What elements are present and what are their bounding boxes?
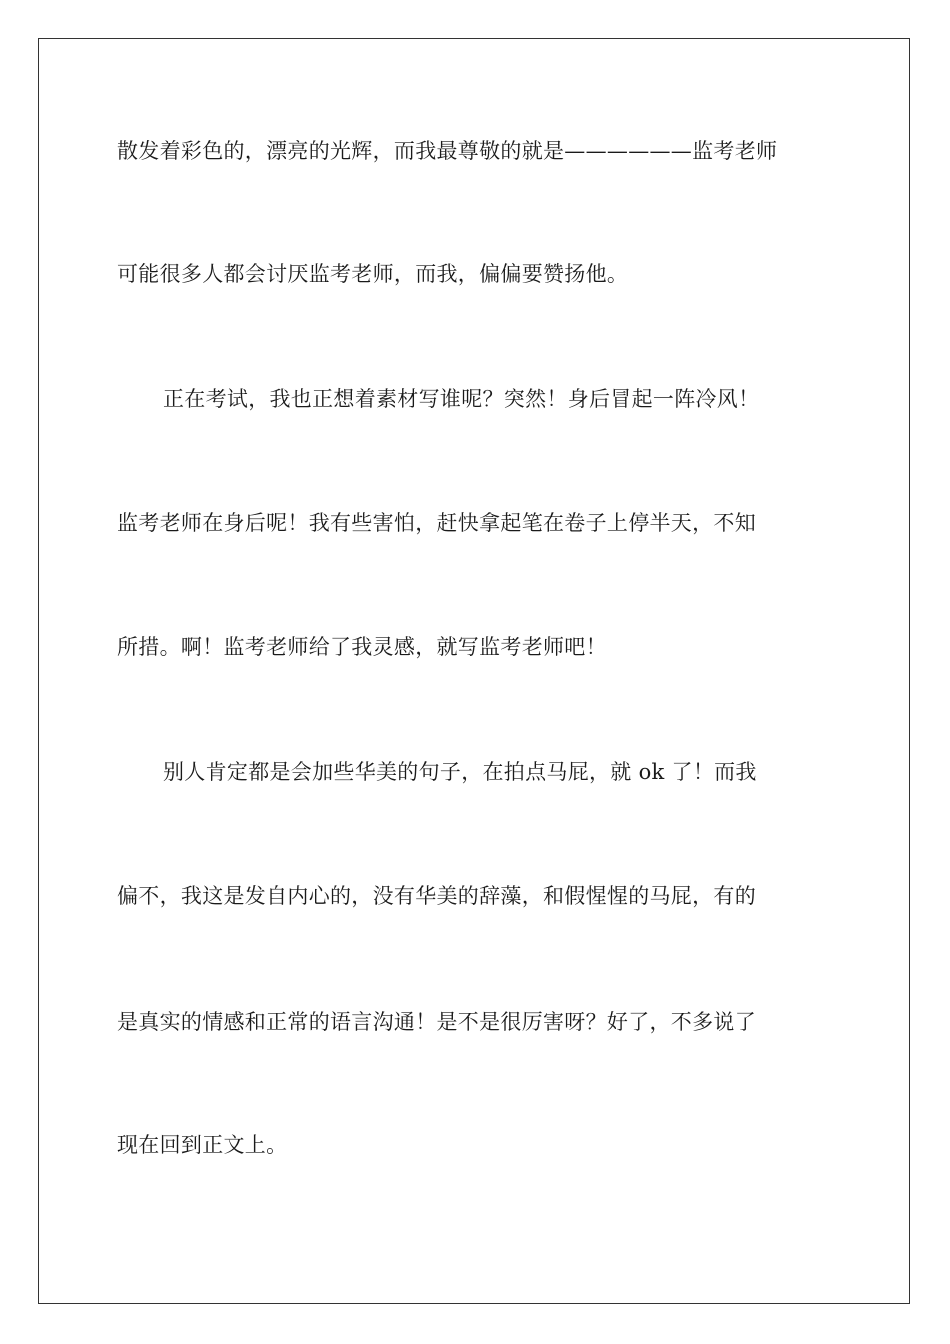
text-line: 是真实的情感和正常的语言沟通！是不是很厉害呀？好了，不多说了 <box>117 1010 756 1034</box>
text-line: 所措。啊！监考老师给了我灵感，就写监考老师吧！ <box>117 635 607 659</box>
text-line: 偏不，我这是发自内心的，没有华美的辞藻，和假惺惺的马屁，有的 <box>117 884 756 908</box>
text-line: 监考老师在身后呢！我有些害怕，赶快拿起笔在卷子上停半天，不知 <box>117 511 756 535</box>
text-line-paragraph-start: 别人肯定都是会加些华美的句子，在拍点马屁，就 ok 了！而我 <box>163 760 757 784</box>
page-border <box>38 38 910 1304</box>
text-line: 可能很多人都会讨厌监考老师，而我，偏偏要赞扬他。 <box>117 262 629 286</box>
text-line: 现在回到正文上。 <box>117 1133 288 1157</box>
text-line-paragraph-start: 正在考试，我也正想着素材写谁呢？突然！身后冒起一阵冷风！ <box>163 387 760 411</box>
text-line: 散发着彩色的，漂亮的光辉，而我最尊敬的就是——————监考老师 <box>117 139 778 163</box>
